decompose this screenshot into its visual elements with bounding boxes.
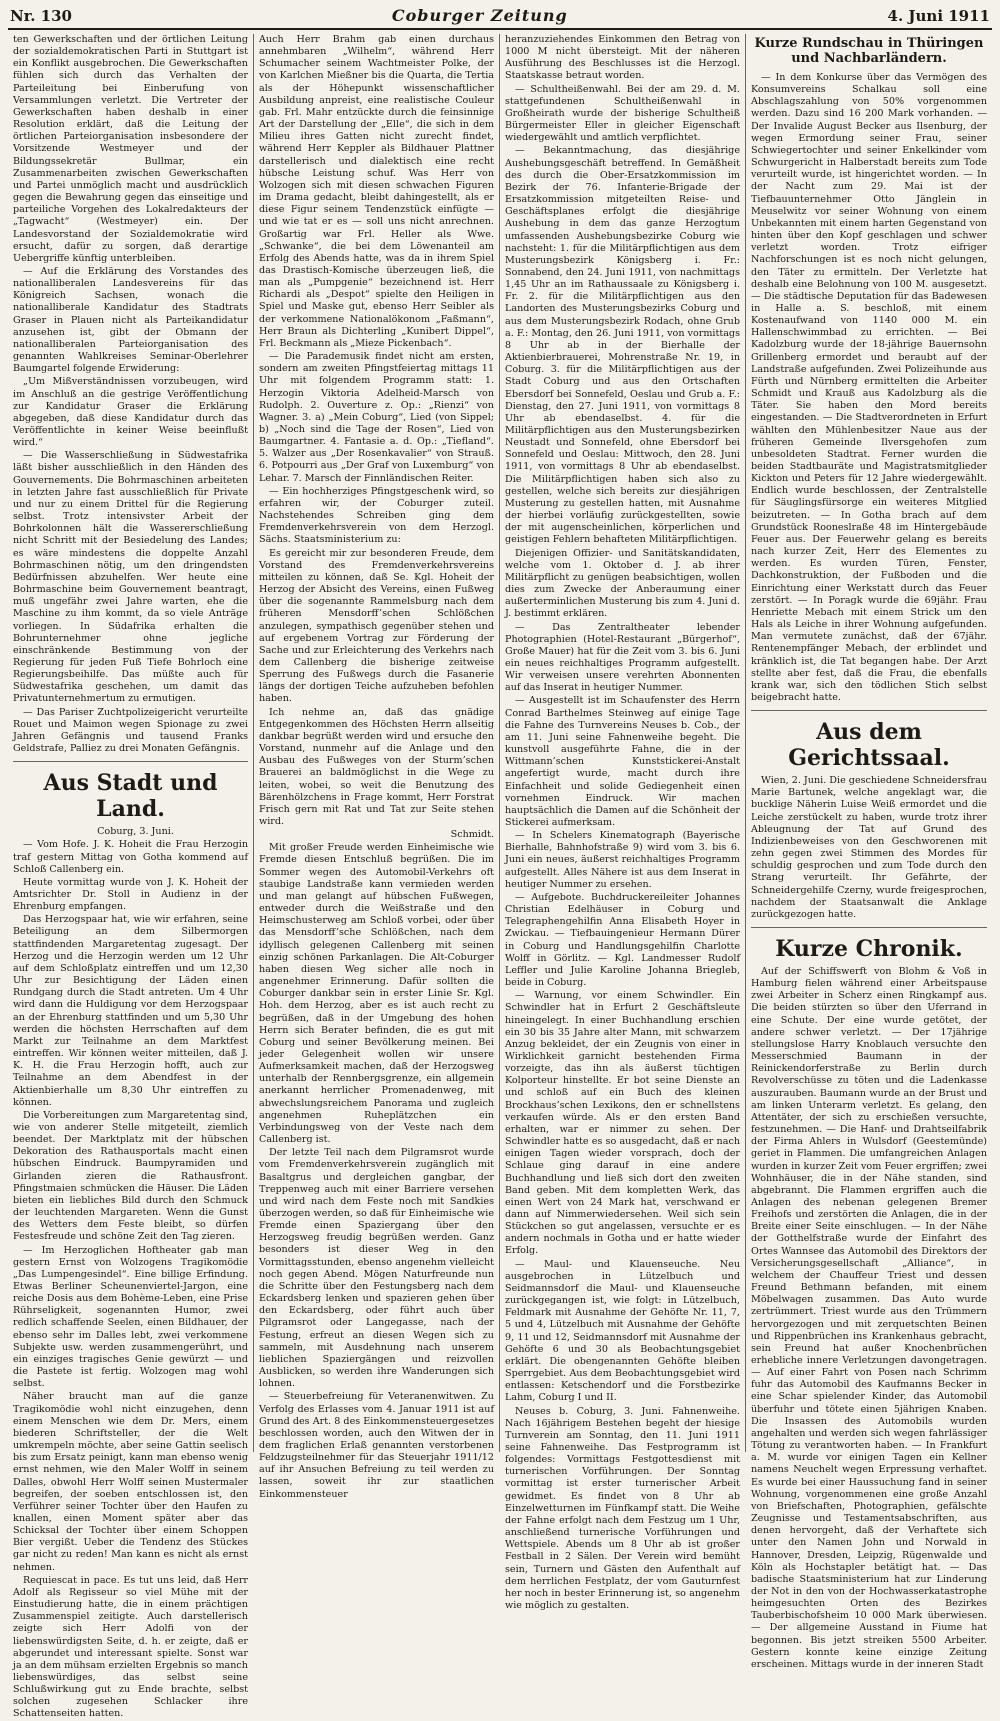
columns <box>8 34 992 1720</box>
article-paragraph: Wien, 2. Juni. Die geschiedene Schneidersfrau Marie Bartunek, welche angeklagt war, die bucklige Näherin Luise Weiß ermordet und die Leiche zerstückelt zu haben, wurde trotz ihrer Ableugnung der Tat auf Grund des Indizienbeweises von den Geschworenen mit zehn gegen zwei Stimmen des Mordes für schuldig gesprochen und zum Tode durch den Strang verurteilt. Ihr Gefährte, der Schneidergehilfe Czerny, wurde freigesprochen, nachdem der Staatsanwalt die Anklage zurückgezogen hatte. <box>751 775 987 920</box>
article-paragraph: Auch Herr Brahm gab einen durchaus annehmbaren „Wilhelm“, während Herr Schumacher seinem Wachtmeister Polke, der von Karlchen Mießner bis die Quarta, die Tertia als der Höhepunkt wissenschaftlicher Ausbildung anpreist, eine realistische Couleur gab. Frl. Mahr entzückte durch die feinsinnige Art der Darstellung der „Elle“, die sich in dem Milieu ihres Gatten nicht zurecht findet, während Herr Keppler als Bildhauer Plattner darstellerisch und dialektisch eine recht hübsche Leistung schuf. Was Herr von Wolzogen sich mit diesen schwachen Figuren im Drama gedacht, bleibt dahingestellt, als er diese Figur seinem Tendenzstück einfügte — und wie tat er es — soll uns nicht anrechnen. Großartig war Frl. Heller als Wwe. „Schwanke“, die bei dem Löwenanteil am Erfolg des Abends hatte, was da in ihrem Spiel das Drastisch-Komische überzeugen ließ, die man als „Pumpgenie“ bezeichnend ist. Herr Richardi als „Despot“ spielte den Heiligen in Spiel und Maske gut, ebenso Herr Seibler als der verkommene Nationalökonom „Faßmann“, Herr Braun als Dichterling „Kunibert Dippel“, Frl. Beckmann als „Mieze Pickenbach“. <box>259 34 494 349</box>
article-paragraph: Es gereicht mir zur besonderen Freude, dem Vorstand des Fremdenverkehrsvereins mitteilen zu können, daß Se. Kgl. Hoheit der Herzog der Absicht des Vereins, einen Fußweg über die sogenannte Rammelsburg nach dem früheren Mensdorff’schen Schlößchen anzulegen, sympathisch gegenüber stehen und auf ergebenem Vortrag zur Förderung der Sache und zur Erleichterung des Verkehrs nach dem Callenberg die bisherige zeitweise Sperrung des Fußwegs durch die Fasanerie längs der dortigen Teiche aufzuheben befohlen haben. <box>259 547 494 705</box>
article-paragraph: Mit großer Freude werden Einheimische wie Fremde diesen Entschluß begrüßen. Die im Sommer wegen des Automobil-Verkehrs oft staubige Landstraße kann vermieden werden und man gelangt auf hübschen Fußwegen, entweder durch die Weißstraße und den Heimschusterweg am Schloß vorbei, oder über das Mensdorff’sche Schlößchen, nach dem idyllisch gelegenen Callenberg mit seinen einzig schönen Parkanlagen. Die Alt-Coburger haben diesen Weg sicher alle noch in angenehmer Erinnerung. Dafür sollten die Coburger dankbar sein in erster Linie Sr. Kgl. Hoh. dem Herzog, aber es ist auch recht zu begrüßen, daß in der Umgebung des hohen Herrn sich Berater befinden, die es gut mit Coburg und seiner Bevölkerung meinen. Bei jeder Gelegenheit wollen wir unsere Aufmerksamkeit machen, daß der Herzogsweg unterhalb der Rennbergsgrenze, ein allgemein anerkannt herrlicher Promenadenweg, mit abwechslungsreichem Panorama und zugleich angenehmen Ruheplätzchen ein Verbindungsweg von der Veste nach dem Callenberg ist. <box>259 842 494 1146</box>
issue-date: 4. Juni 1911 <box>887 7 990 25</box>
article-paragraph: Heute vormittag wurde von J. K. Hoheit der Amtsrichter Dr. Stoll in Audienz in der Ehrenburg empfangen. <box>13 876 248 913</box>
column-2 <box>254 34 500 1500</box>
section-heading-chronicle: Kurze Chronik. <box>775 936 963 962</box>
column-1 <box>8 34 254 1720</box>
article-paragraph: Diejenigen Offizier- und Sanitätskandidaten, welche vom 1. Oktober d. J. ab ihrer Militärpflicht zu genügen beabsichtigen, wollen dies zum Zwecke der Anberaumung einer außerterminlichen Musterung bis zum 4. Juni d. J. bestimmt erklären. <box>505 547 740 620</box>
article-paragraph: heranzuziehendes Einkommen den Betrag von 1000 M nicht übersteigt. Mit der näheren Ausführung des Beschlusses ist die Herzogl. Staatskasse betraut worden. <box>505 34 740 82</box>
article-paragraph: — Ausgestellt ist im Schaufenster des Herrn Conrad Barthelmes Steinweg auf einige Tage die Fahne des Turnvereins Neuses b. Cob., der am 11. Juni seine Fahnenweihe begeht. Die kunstvoll ausgeführte Fahne, die in der Wittmann’schen Kunststickerei-Anstalt angefertigt wurde, macht durch ihre Einfachheit und solide Gediegenheit einen vornehmen Eindruck. Wir machen hauptsächlich die Damen auf die Schönheit der Stickerei aufmerksam. <box>505 695 740 828</box>
article-paragraph: — Die Parademusik findet nicht am ersten, sondern am zweiten Pfingstfeiertag mittags 11 Uhr mit folgendem Programm statt: 1. Herzogin Viktoria Adelheid-Marsch von Rudolph. 2. Ouverture z. Op.: „Rienzi“ von Wagner. 3. a) „Mein Coburg“, Lied (von Sippel; b) „Noch sind die Tage der Rosen“, Lied von Baumgartner. 4. Fantasie a. d. Op.: „Tiefland“. 5. Walzer aus „Der Rosenkavalier“ von Strauß. 6. Potpourri aus „Der Graf von Luxemburg“ von Lehar. 7. Marsch der Finnländischen Reiter. <box>259 351 494 484</box>
signature: Schmidt. <box>450 829 494 841</box>
article-paragraph: „Um Mißverständnissen vorzubeugen, wird im Anschluß an die gestrige Veröffentlichung zur Kandidatur Graser die Erklärung abgegeben, daß diese Kandidatur durch das Veröffentlichte in keiner Weise beeinflußt wird.“ <box>13 376 248 449</box>
article-paragraph: — Warnung, vor einem Schwindler. Ein Schwindler hat in Erfurt 2 Geschäftsleute hineingelegt. In einer Buchhandlung erschien ein 30 bis 35 Jahre alter Mann, mit schwarzem Anzug bekleidet, der ein Zeugnis von einer in Wirklichkeit garnicht bestehenden Firma vorzeigte, das ihn als äußerst tüchtigen Kolporteur hinstellte. Er bot seine Dienste an und schloß auf ein Buch des kleinen Brockhaus’schen Lexikons, den er schnellstens verkaufen würde. Als er den ersten Band erhalten, war er nimmer zu sehen. Der Schwindler hatte es so ausgedacht, daß er nach einigen Tagen wieder vorsprach, doch der Schlaue ging darauf in eine andere Buchhandlung und ließ sich dort den zweiten Band geben. Mit dem kompletten Werk, das einen Wert von 24 Mark hat, verschwand er dann auf Nimmerwiedersehen. Weil sich sein Stückchen so gut angelassen, versuchte er es andern nochmals in Gotha und er hatte wieder Erfolg. <box>505 990 740 1257</box>
divider <box>751 710 987 711</box>
article-paragraph: Neuses b. Coburg, 3. Juni. Fahnenweihe. Nach 16jährigem Bestehen begeht der hiesige Turnverein am Sonntag, den 11. Juni 1911 seine Fahnenweihe. Das Festprogramm ist folgendes: Vormittags Festgottesdienst mit turnerischen Vorführungen. Der Sonntag vormittag ist erster turnerischer Arbeit gewidmet. Es findet von 8 Uhr ab Einzelwetturnen im Fünfkampf statt. Die Weihe der Fahne erfolgt nach dem Festzug um 1 Uhr, anschließend turnerische Vorführungen und Wettspiele. Abends um 8 Uhr ab ist großer Festball in 2 Sälen. Der Verein wird bemüht sein, Turnern und Gästen den Aufenthalt auf dem herrlichen Festplatz, der vom Gauturnfest her noch in bester Erinnerung ist, so angenehm wie möglich zu gestalten. <box>505 1405 740 1611</box>
newspaper-title: Coburger Zeitung <box>391 6 568 25</box>
article-paragraph: ten Gewerkschaften und der örtlichen Leitung der sozialdemokratischen Parti in Stuttgart ist ein Konflikt ausgebrochen. Die Gewerkschaften fühlen sich durch das Verhalten der Parteileitung bei Einberufung von Versammlungen verletzt. Die Vertreter der Gewerkschaften haben deshalb in einer Resolution erklärt, daß die Leitung der örtlichen Parteiorganisation insbesondere der Vorsitzende Westmeyer und der Bildungssekretär Bullmar, ein Zusammenarbeiten zwischen Gewerkschaften und Partei unmöglich macht und ausdrücklich gegen die Bewahrung gegen das einseitige und parteiliche Vorgehen des Lokalredakteurs der „Tagwacht“ (Westmeyer) ein. Der Landesvorstand der Sozialdemokratie wird ersucht, dafür zu sorgen, daß derartige Uebergriffe künftig unterbleiben. <box>13 34 248 264</box>
article-paragraph: Auf der Schiffswerft von Blohm & Voß in Hamburg fielen während einer Arbeitspause zwei Arbeiter in Scherz einen Ringkampf aus. Die beiden stürzten so über den Uferrand in eine Schute. Der eine wurde getötet, der andere schwer verletzt. — Der 17jährige stellungslose Harry Knoblauch versuchte den Messerschmied Baumann in der Reinickendorferstraße zu Berlin durch Revolverschüsse zu töten und die Ladenkasse auszurauben. Baumann wurde an der Brust und am linken Unterarm verletzt. Es gelang, den Attentäter, der sich zu erschießen versuchte, festzunehmen. — Die Hanf- und Drahtseilfabrik der Firma Ahlers in Wulsdorf (Geestemünde) geriet in Flammen. Die umfangreichen Anlagen wurden in kurzer Zeit vom Feuer ergriffen; zwei Wohnhäuser, die in der Nähe standen, sind abgebrannt. Die Flammen ergriffen auch die Anlagen des nebenan gelegenen Bremer Freihofs und zerstörten die Anlagen, die in der Breite einer Seite einschlugen. — In der Nähe der Gotthelfstraße wurde der Einfahrt des Ortes Wannsee das Automobil des Direktors der Versicherungsgesellschaft „Alliance“, in welchem der Chauffeur Triest und dessen Freund Bethmann befanden, mit einem Möbelwagen zusammen. Das Auto wurde zertrümmert. Triest wurde aus den Trümmern hervorgezogen und mit zerquetschten Beinen und Rippenbrüchen ins Krankenhaus gebracht, sein Freund hat außer Knochenbrüchen erhebliche innere Verletzungen davongetragen. — Auf einer Fahrt von Posen nach Schrimm fuhr das Automobil des Kaufmanns Becker in eine Schar spielender Kinder, das Automobil überfuhr und tötete einen 5jährigen Knaben. Die Insassen des Automobils wurden angehalten und werden sich wegen fahrlässiger Tötung zu verantworten haben. — In Frankfurt a. M. wurde vor einigen Tagen ein Kellner namens Neuchelt wegen Erpressung verhaftet. Es wurde bei einer Haussuchung fand in seiner Wohnung, vorgenommenen eine große Anzahl von Briefschaften, Photographien, gefälschte Zeugnisse und Testamentsabschriften, aus denen hervorgeht, daß der Verhaftete sich unter den Namen John und Norwald in Hannover, Dresden, Leipzig, Rügenwalde und Köln als Hochstapler betätigt hat. — Das badische Staatsministerium hat zur Linderung der Not in den von der Hochwasserkatastrophe heimgesuchten Orten des Bezirkes Tauberbischofsheim 10 000 Mark überwiesen. — Der allgemeine Ausstand in Fiume hat begonnen. Bis jetzt streiken 5500 Arbeiter. Gestern konnte keine einzige Zeitung erscheinen. Mittags wurde in der inneren Stadt <box>751 966 987 1670</box>
column-3 <box>500 34 746 1611</box>
article-paragraph: — Aufgebote. Buchdruckereileiter Johannes Christian Edelhäuser in Coburg und Telegraphengehilfin Anna Elisabeth Hoyer in Zwickau. — Tiefbauingenieur Hermann Dürer in Coburg und Handlungsgehilfin Charlotte Wolff in Görlitz. — Kgl. Landmesser Rudolf Leffler und Julie Karoline Johanna Briegleb, beide in Coburg. <box>505 891 740 989</box>
divider <box>751 927 987 928</box>
article-paragraph: — Ein hochherziges Pfingstgeschenk wird, so erfahren wir, der Coburger zuteil. Nachstehendes Schreiben ging dem Fremdenverkehrsverein von dem Herzogl. Sächs. Staatsministerium zu: <box>259 485 494 546</box>
article-paragraph: — Maul- und Klauenseuche. Neu ausgebrochen in Lützelbuch und Seidmannsdorf die Maul- und Klauenseuche zurückgegangen ist, wie folgt: in Lützelbuch, Feldmark mit Ausnahme der Gehöfte Nr. 11, 7, 5 und 4, Lützelbuch mit Ausnahme der Gehöfte 9, 11 und 12, Seidmannsdorf mit Ausnahme der Gehöfte 6 und 30 als Beobachtungsgebiet erklärt. Die obengenannten Gehöfte bleiben Sperrgebiet. Aus dem Beobachtungsgebiet wird entlassen: Ketschendorf und die Forstbezirke Lahm, Coburg I und II. <box>505 1258 740 1404</box>
article-paragraph: — Das Zentraltheater lebender Photographien (Hotel-Restaurant „Bürgerhof“, Große Mauer) hat für die Zeit vom 3. bis 6. Juni ein neues reichhaltiges Programm aufgestellt. Wir verweisen unsere verehrten Abonnenten auf das Inserat in heutiger Nummer. <box>505 621 740 694</box>
article-paragraph: — In Schelers Kinematograph (Bayerische Bierhalle, Bahnhofstraße 9) wird vom 3. bis 6. Juni ein neues, äußerst reichhaltiges Programm aufgestellt. Alles Nähere ist aus dem Inserat in heutiger Nummer zu ersehen. <box>505 830 740 890</box>
article-paragraph: — Bekanntmachung, das diesjährige Aushebungsgeschäft betreffend. In Gemäßheit des durch die Ober-Ersatzkommission im Bezirk der 76. Infanterie-Brigade der Ersatzkommission mitgeteilten Reise- und Geschäftsplanes erfolgt die diesjährige Aushebung in dem das ganze Herzogtum umfassenden Aushebungsbezirke Coburg wie nachsteht: 1. für die Militärpflichtigen aus dem Musterungsbezirk Königsberg i. Fr.: Sonnabend, den 24. Juni 1911, von nachmittags 1,45 Uhr an im Rathaussaale zu Königsberg i. Fr. 2. für die Militärpflichtigen aus den Landorten des Musterungsbezirks Coburg und aus dem Musterungsbezirk Rodach, ohne Grub a. F.: Montag, den 26. Juni 1911, von vormittags 8 Uhr ab in der Bierhalle der Aktienbierbrauerei, Mohrenstraße Nr. 19, in Coburg. 3. für die Militärpflichtigen aus der Stadt Coburg und aus den Ortschaften Ebersdorf bei Sonnefeld, Oeslau und Grub a. F.: Dienstag, den 27. Juni 1911, von vormittags 8 Uhr ab ebendaselbst. 4. für die Militärpflichtigen aus den Musterungsbezirken Neustadt und Sonnefeld, ohne Ebersdorf bei Sonnefeld und Oeslau: Mittwoch, den 28. Juni 1911, von vormittags 8 Uhr ab ebendaselbst. Die Militärpflichtigen haben sich also zu gestellen, welche sich bereits zur diesjährigen Musterung zu gestellen hatten, mit Ausnahme der hierbei vorläufig zurückgestellten, sowie der mit augenscheinlichen, körperlichen und geistigen Fehlern behafteten Militärpflichtigen. <box>505 145 740 546</box>
article-paragraph: — Im Herzoglichen Hoftheater gab man gestern Ernst von Wolzogens Tragikomödie „Das Lumpengesindel“. Eine billige Erfindung. Etwas Berliner Scheunenviertel-Jargon, eine reiche Dosis aus dem Bohème-Leben, eine Prise Rührseligkeit, sogenannten Humor, zwei redlich schaffende Seelen, einen Bildhauer, der ebenso sehr im Dalles lebt, zwei verkommene Subjekte usw. werden zusammengerührt, und ein einziges tragisches Genie gewürzt — und die Pastete ist fertig. Wolzogen mag wohl selbst. <box>13 1244 248 1390</box>
section-heading-court: Aus dem Gerichtssaal. <box>788 719 950 772</box>
article-paragraph: Näher braucht man auf die ganze Tragikomödie wohl nicht einzugehen, denn einem Menschen wie dem Dr. Mers, einem biederen Schriftsteller, der die Welt umkrempeln möchte, aber seine Gattin seelisch bis zum Ersatz peinigt, kann man ebenso wenig ernst nehmen, wie den Maler Wolff in seinem Dalles, obwohl Herr Wolff seinen Mustermaler begreifen, der soeben entschlossen ist, den Verführer seiner Tochter über den Haufen zu knallen, einen Moment später aber das Schicksal der Tochter über einem Schoppen Bier vergißt. Ueber die Tendenz des Stückes gar nicht zu reden! Man kann es nicht als ernst nehmen. <box>13 1391 248 1573</box>
article-paragraph: Ich nehme an, daß das gnädige Entgegenkommen des Höchsten Herrn allseitig dankbar begrüßt werden wird und ersuche den Vorstand, nunmehr auf die Anlage und den Ausbau des Fußweges von der Sturm’schen Brauerei an baldmöglichst in die Wege zu leiten, wobei, so weit die Benutzung des Bärenhölzchens in Frage kommt, Herr Forstrat Frisch gern mit Rat und Tat zur Seite stehen wird. <box>259 706 494 827</box>
article-paragraph: Requiescat in pace. Es tut uns leid, daß Herr Adolf als Regisseur so viel Mühe mit der Einstudierung hatte, die in einem prächtigen Zusammenspiel zeitigte. Auch darstellerisch zeigte sich Herr Adolfi von der liebenswürdigsten Seite, d. h. er zeigte, daß er abgerundet und interessant spielte. Sonst war ja an dem mühsam erzielten Ergebnis so manch liebenswürdiges, das selbst seine Schlußwirkung gut zu Ende brachte, selbst solchen zugesehen Schlacker ihre Schattenseiten hatten. <box>13 1574 248 1720</box>
article-paragraph: Die Vorbereitungen zum Margaretentag sind, wie von anderer Stelle mitgeteilt, ziemlich beendet. Der Marktplatz mit der hübschen Dekoration des Rathausportals macht einen hübschen Eindruck. Baumpyramiden und Girlanden zieren die Rathausfront. Pfingstmaien schmücken die Häuser. Die Läden bieten ein liebliches Bild durch den Schmuck der leuchtenden Margareten. Wenn die Gunst des Wetters dem Feste bleibt, so dürfen Festesfreude und schöne Zeit den Tag zieren. <box>13 1109 248 1243</box>
article-paragraph: — In dem Konkurse über das Vermögen des Konsumvereins Schalkau soll eine Abschlagszahlung von 50% vorgenommen werden. Dazu sind 16 200 Mark vorhanden. — Der Invalide August Becker aus Ilsenburg, der wegen Ermordung seiner Frau, seiner Schwiegertochter und seiner Enkelkinder vom Schwurgericht in Halberstadt bereits zum Tode verurteilt wurde, ist hingerichtet worden. — In der Nacht zum 29. Mai ist der Tiefbauunternehmer Otto Jänglein in Meuselwitz vor seiner Wohnung von einem Unbekannten mit einem harten Gegenstand von hinten über den Kopf geschlagen und schwer verletzt worden. Trotz eifriger Nachforschungen ist es noch nicht gelungen, den Täter zu ermitteln. Der Verletzte hat deshalb eine Belohnung von 100 M. ausgesetzt. — Die städtische Deputation für das Badewesen in Halle a. S. beschloß, mit einem Kostenaufwand von 1140 000 M. ein Hallenschwimmbad zu errichten. — Bei Kadolzburg wurde der 18-jährige Bauernsohn Grillenberg ermordet und beraubt auf der Landstraße aufgefunden. Zwei Polizeihunde aus Fürth und Nürnberg ermittelten die Arbeiter Schmidt und Krauß aus Kadolzburg als die Täter. Sie haben den Mord bereits eingestanden. — Die Stadtverordneten in Erfurt wählten den Mühlenbesitzer Naue aus der früheren Gemeinde Ilversgehofen zum unbesoldeten Stadtrat. Ferner wurden die beiden Stadtbauräte und Magistratsmitglieder Kickton und Peters für 12 Jahre wiedergewählt. Endlich wurde beschlossen, der Zentralstelle für Säuglingsfürsorge ein weiteres Mitglied beizutreten. — In Gotha brach auf dem Grundstück Rooneslraße 48 im Hintergebäude Feuer aus. Der Feuerwehr gelang es bereits nach kurzer Zeit, Herr des Elementes zu werden. Es wurden Türen, Fenster, Dachkonstruktion, der Fußboden und die Einrichtung einer Werkstatt durch das Feuer zerstört. — In Poragk wurde die 69jähr. Frau Henriette Mebach mit einem Strick um den Hals als Leiche in ihrer Wohnung aufgefunden. Man vermutete zunächst, daß der 67jähr. Rentenempfänger Mebach, der erblindet und kränklich ist, die Tat begangen habe. Der Arzt stellte aber fest, daß die Frau, die ebenfalls krank war, sich den tödlichen Stich selbst beigebracht hatte. <box>751 72 987 703</box>
article-paragraph: — Die Wasserschließung in Südwestafrika läßt bisher ausschließlich in den Händen des Gouvernements. Die Bohrmaschinen arbeiteten in letzten Jahre fast ausschließlich für Private und nur zu einem Drittel für die Regierung selbst. Trotz intensivster Arbeit der Bohrkolonnen hält die Wassererschließung nicht Schritt mit der Besiedelung des Landes; es wäre mindestens die doppelte Anzahl Bohrmaschinen nötig, um den dringendsten Bedürfnissen abzuhelfen. Wer heute eine Bohrmaschine beim Gouvernement beantragt, muß ungefähr zwei Jahre warten, ehe die Maschine zu ihm kommt, da so viele Anträge vorliegen. In Südafrika erhalten die Bohrunternehmer ohne jegliche einschränkende Bestimmung von der Regierung für jeden Fuß Tiefe Bohrloch eine Regierungsbeihilfe. Das müßte auch für Südwestafrika geschehen, um damit das Privatunternehmertum zu ermutigen. <box>13 450 248 705</box>
column-4 <box>746 34 992 1670</box>
issue-number: Nr. 130 <box>10 7 72 25</box>
article-paragraph: — Steuerbefreiung für Veteranenwitwen. Zu Verfolg des Erlasses vom 4. Januar 1911 ist auf Grund des Art. 8 des Einkommensteuergesetzes beschlossen worden, auch den Witwen der in dem fraglichen Erlaß genannten verstorbenen Feldzugsteilnehmer für das Steuerjahr 1911/12 auf ihr Ansuchen Befreiung zu teil werden zu lassen, soweit ihr zur staatlichen Einkommensteuer <box>259 1391 494 1500</box>
article-paragraph: — Vom Hofe. J. K. Hoheit die Frau Herzogin traf gestern Mittag von Gotha kommend auf Schloß Callenberg ein. <box>13 839 248 875</box>
divider <box>13 761 248 762</box>
article-paragraph: Das Herzogspaar hat, wie wir erfahren, seine Beteiligung an dem Silbermorgen stattfindenden Margaretentag zugesagt. Der Herzog und die Herzogin werden um 12 Uhr auf dem Schloßplatz eintreffen und um 12,30 Uhr zur Besichtigung der Läden einen Rundgang durch die Stadt antreten. Um 4 Uhr wird dann die Huldigung vor dem Herzogspaar an der Ehrenburg stattfinden und um 5,30 Uhr werden die höchsten Herrschaften auf dem Markt zur Teilnahme an dem Marktfest eintreffen. Wir können weiter mitteilen, daß J. K. H. die Frau Herzogin hofft, auch zur Teilnahme an dem Abendfest in der Aktienbierhalle um 8,30 Uhr eintreffen zu können. <box>13 914 248 1108</box>
article-paragraph: Der letzte Teil nach dem Pilgramsrot wurde vom Fremdenverkehrsverein zugänglich mit Basaltgrus und dergleichen gangbar, der Treppenweg auch mit einer Barriere versehen und wird nach dem Feste noch mit Sandkies überzogen werden, so daß für Einheimische wie Fremde einen Spaziergang über den Herzogsweg freudig begrüßen werden. Ganz besonders ist dieser Weg in den Vormittagsstunden, ebenso angenehm vielleicht noch gegen Abend. Mögen Naturfreunde nun die Schritte über den Festungsberg nach dem Eckardsberg lenken und spazieren gehen über den Eckardsberg, oder führt auch über Pilgramsrot oder Langegasse, nach der Festung, erfreut an diesen Wegen sich zu sammeln, mit Ausdehnung nach unserem lieblichen Spaziergängen und reizvollen Ausblicken, so werden ihre Wanderungen sich lohnen. <box>259 1147 494 1390</box>
article-paragraph: — Auf die Erklärung des Vorstandes des nationalliberalen Landesvereins für das Königreich Sachsen, wonach die nationalliberale Kandidatur des Stadtrats Graser in Plauen nicht als Parteikandidatur anzusehen ist, gibt der Obmann der nationalliberalen Parteiorganisation des genannten Wahlkreises Seminar-Oberlehrer Baumgartel folgende Erwiderung: <box>13 265 248 375</box>
masthead <box>8 6 992 30</box>
article-paragraph: — Schultheißenwahl. Bei der am 29. d. M. stattgefundenen Schultheißenwahl in Großheirath wurde der bisherige Schultheiß Bürgermeister Eller in gleicher Eigenschaft wiedergewählt und amtlich verpflichtet. <box>505 83 740 144</box>
article-paragraph: — Das Pariser Zuchtpolizeigericht verurteilte Rouet und Maimon wegen Spionage zu zwei Jahren Gefängnis und tausend Franks Geldstrafe, Palliez zu drei Monaten Gefängnis. <box>13 706 248 755</box>
dateline: Coburg, 3. Juni. <box>97 826 174 838</box>
section-heading-rundschau: Kurze Rundschau in Thüringen und Nachbarländern. <box>754 36 984 66</box>
section-heading-local: Aus Stadt und Land. <box>43 770 218 823</box>
